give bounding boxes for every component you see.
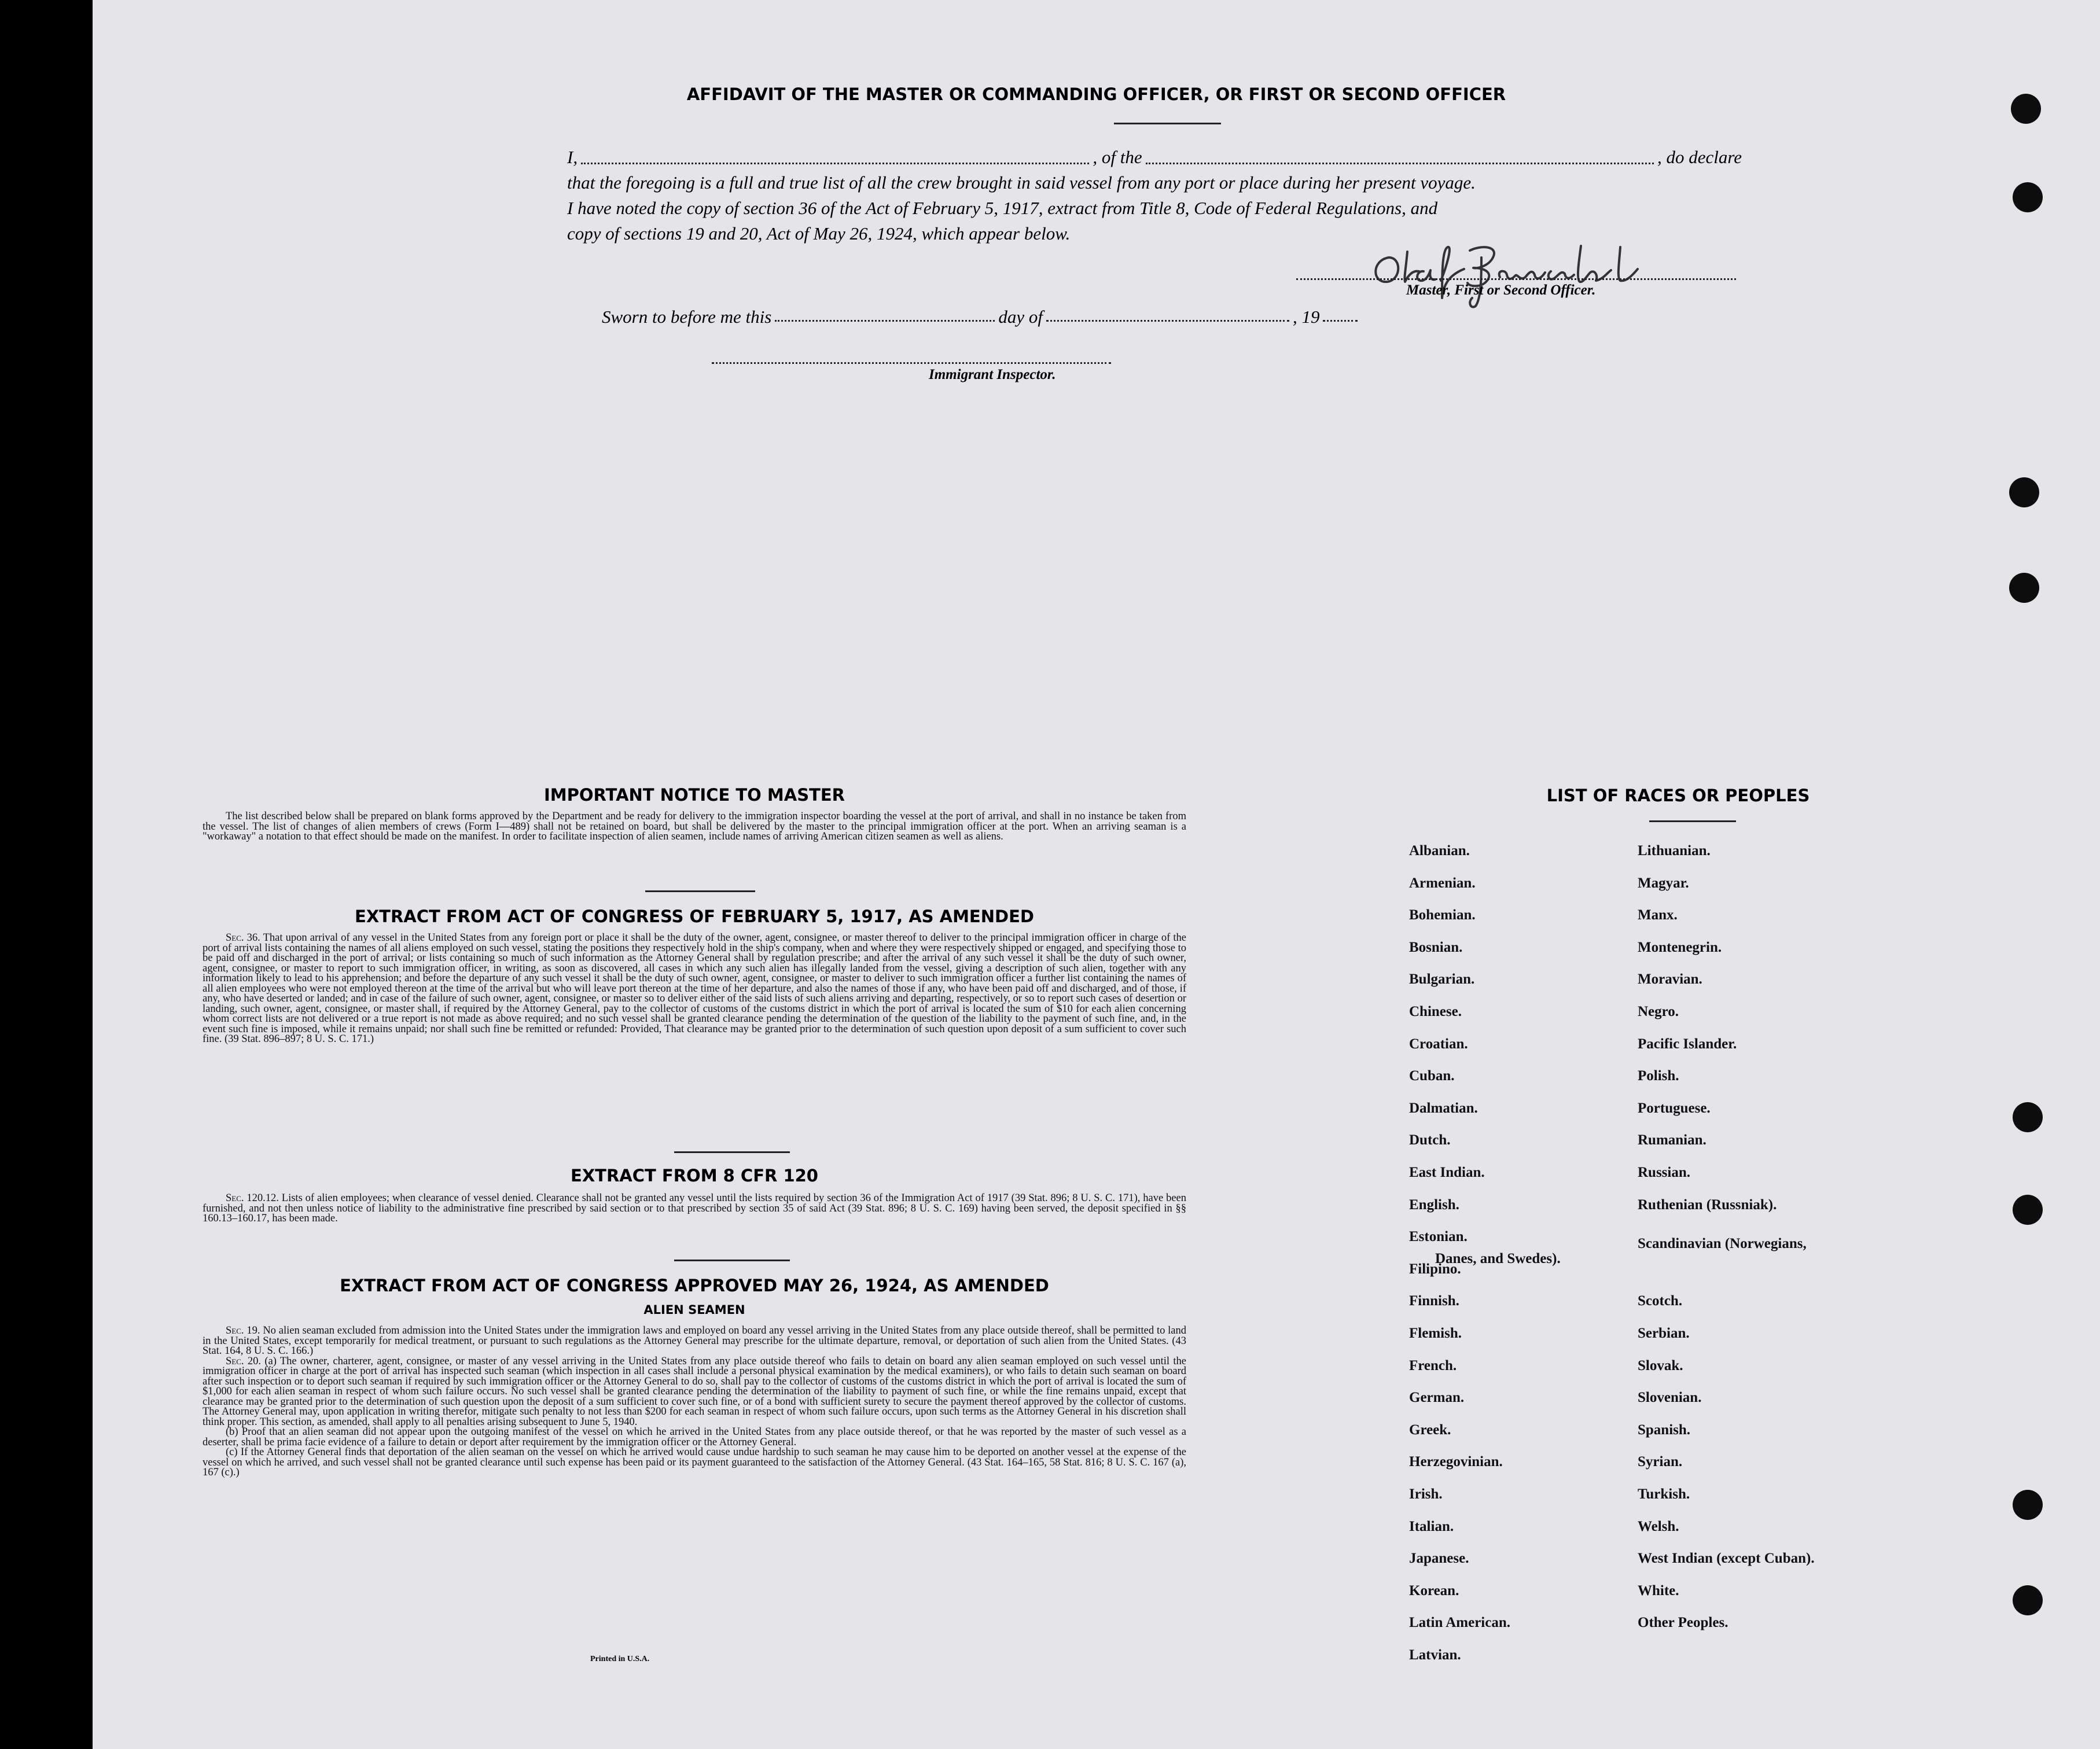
race-item: Italian.: [1409, 1518, 1454, 1534]
races-title: LIST OF RACES OR PEOPLES: [1546, 786, 1810, 805]
sworn-day-field[interactable]: [775, 320, 995, 322]
sec-120-text: Lists of alien employees; when clearance of vessel denied. Clearance shall not be granted any vessel until the lists required by section 36 of the Immigration Act of 1917 (39 Stat. 896; 8 U. S. C. 171), have been furnished, and not then unless notice of liability to the administrative fine prescribed by said section or to that prescribed by section 35 of said Act (39 Stat. 896; 8 U. S. C. 169) having been served, the deposit specified in §§ 160.13–160.17, has been made.: [203, 1192, 1187, 1224]
race-item: English.: [1409, 1196, 1459, 1213]
sec-36-text: That upon arrival of any vessel in the United States from any foreign port or place it shall be the duty of the owner, agent, consignee, or master thereof to deliver to the principal immigration officer in charge of the port of arrival lists containing the names of all aliens employed on such vessel, stating the positions they respectively hold in the ship's company, when and where they were respectively shipped or engaged, and specifying those to be paid off and discharged in the port of arrival; or lists containing so much of such information as the Attorney General shall by regulation prescribe; and after the arrival of any such vessel it shall be the duty of such owner, agent, consignee, or master to report to such immigration officer, in writing, as soon as discovered, all cases in which any such alien has illegally landed from the vessel, giving a description of such alien, together with any information likely to lead to his apprehension; and before the departure of any such vessel it shall be the duty of such owner, agent, consignee, or master to deliver to such immigration officer a further list containing the names of all alien employees who were not employed thereon at the time of the arrival but who will leave port thereon at the time of her departure, and also the names of those if any, who have been paid off and discharged, and of those, if any, who have deserted or landed; and in case of the failure of such owner, agent, consignee, or master so to deliver either of the said lists of such aliens arriving and departing, respectively, or so to report such cases of desertion or landing, such owner, agent, consignee, or master shall, if required by the Attorney General, pay to the collector of customs of the customs district in which the port of arrival is located the sum of $10 for each alien concerning whom correct lists are not delivered or a true report is not made as above required; and no such vessel shall be granted clearance pending the determination of the question of the liability to the payment of such fine, and, in the event such fine is imposed, while it remains unpaid; nor shall such fine be remitted or refunded: Provided, That clearance may be granted prior to the determination of such question upon deposit of a sum sufficient to cover such fine. (39 Stat. 896–897; 8 U. S. C. 171.): [203, 932, 1186, 1045]
declaration-line-2: that the foregoing is a full and true list of all the crew brought in said vessel from any port or place during her present voyage.: [567, 172, 1476, 193]
signature-label: Master, First or Second Officer.: [1406, 282, 1596, 298]
race-item: Latvian.: [1409, 1647, 1461, 1663]
race-item: Estonian.: [1409, 1229, 1468, 1245]
punch-hole: [2013, 182, 2043, 212]
declaration-i: I,: [567, 147, 578, 167]
race-item: Moravian.: [1638, 971, 1702, 988]
declaration-line-3: I have noted the copy of section 36 of the Act of February 5, 1917, extract from Title 8, Code of Federal Regulations, and: [567, 198, 1438, 218]
punch-hole: [2009, 573, 2039, 603]
vessel-field[interactable]: [1146, 163, 1654, 164]
sworn-month-field[interactable]: [1046, 320, 1289, 322]
race-item: Serbian.: [1638, 1325, 1690, 1341]
race-item: Other Peoples.: [1638, 1615, 1728, 1631]
race-item: East Indian.: [1409, 1165, 1485, 1180]
race-item: Polish.: [1638, 1068, 1679, 1084]
notice-body: [203, 812, 1186, 842]
race-item: Flemish.: [1409, 1325, 1462, 1341]
sworn-text: Sworn to before me this: [602, 307, 772, 327]
race-item: White.: [1638, 1582, 1679, 1599]
declaration-line-4: copy of sections 19 and 20, Act of May 26, 1924, which appear below.: [567, 223, 1071, 244]
race-item: Lithuanian.: [1638, 843, 1711, 859]
race-item: Japanese.: [1409, 1551, 1469, 1567]
race-item: West Indian (except Cuban).: [1638, 1551, 1815, 1567]
extract-1924-body: [203, 1326, 1186, 1478]
race-item: Portuguese.: [1638, 1100, 1711, 1116]
section-120-12: [203, 1194, 1186, 1224]
sworn-year-prefix: , 19: [1292, 307, 1320, 327]
divider: [674, 1151, 790, 1153]
section-20b: (b) Proof that an alien seaman did not appear upon the outgoing manifest of the vessel on which he arrived in the United States from any place outside thereof, or that he was reported by the master of such vessel as a deserter, shall be prima facie evidence of a failure to detain or deport after requirement by the immigration officer or the Attorney General.: [203, 1426, 1186, 1448]
race-item: Rumanian.: [1638, 1132, 1707, 1148]
sworn-line: [602, 307, 1361, 327]
cfr-title: EXTRACT FROM 8 CFR 120: [571, 1166, 818, 1185]
section-36: [203, 933, 1186, 1045]
race-item: Scotch.: [1638, 1293, 1683, 1309]
punch-hole: [2013, 1102, 2043, 1132]
inspector-signature-line[interactable]: [712, 362, 1111, 364]
section-20c: (c) If the Attorney General finds that deportation of the alien seaman on the vessel on which he arrived would cause undue hardship to such seaman he may cause him to be deported on another vessel at the expense of the vessel on which he arrived, and such vessel shall not be granted clearance until such expense has been paid or its payment guaranteed to the satisfaction of the Attorney General. (43 Stat. 164–165, 58 Stat. 816; 8 U. S. C. 167 (a), 167 (c).): [203, 1446, 1186, 1478]
divider: [1114, 123, 1221, 124]
declaration-do-declare: , do declare: [1657, 147, 1742, 167]
sworn-year-field[interactable]: [1323, 320, 1358, 322]
section-20a: [203, 1357, 1186, 1428]
extract-1924-subtitle: ALIEN SEAMEN: [643, 1303, 745, 1317]
extract-1917-title: EXTRACT FROM ACT OF CONGRESS OF FEBRUARY 5, 1917, AS AMENDED: [355, 907, 1034, 926]
notice-title: IMPORTANT NOTICE TO MASTER: [543, 785, 845, 805]
punch-hole: [2013, 1490, 2043, 1520]
section-19: [203, 1326, 1186, 1357]
sec-20-label: Sec. 20.: [226, 1355, 261, 1367]
race-item: Negro.: [1638, 1004, 1679, 1019]
divider: [1649, 820, 1736, 822]
race-item: Turkish.: [1638, 1486, 1690, 1502]
race-item: Herzegovinian.: [1409, 1454, 1503, 1470]
race-item: Filipino.: [1409, 1261, 1461, 1277]
cfr-body: [203, 1194, 1186, 1224]
race-item: Chinese.: [1409, 1004, 1462, 1019]
race-item: Syrian.: [1638, 1454, 1683, 1470]
race-item: Dutch.: [1409, 1132, 1451, 1148]
race-item: Russian.: [1638, 1165, 1691, 1180]
extract-1924-title: EXTRACT FROM ACT OF CONGRESS APPROVED MAY 26, 1924, AS AMENDED: [340, 1276, 1049, 1295]
name-field[interactable]: [581, 163, 1089, 164]
race-item: Slovak.: [1638, 1357, 1683, 1374]
race-item: Spanish.: [1638, 1422, 1691, 1438]
inspector-label: Immigrant Inspector.: [929, 367, 1056, 382]
race-item: Armenian.: [1409, 875, 1476, 891]
punch-hole: [2013, 1585, 2043, 1615]
race-item: Magyar.: [1638, 875, 1689, 891]
printed-in-usa: Printed in U.S.A.: [590, 1655, 650, 1663]
race-item: Irish.: [1409, 1486, 1443, 1502]
sec-19-text: No alien seaman excluded from admission into the United States under the immigration laws and employed on board any vessel arriving in the United States from any place outside thereof, shall be permitted to land in the United States, except temporarily for medical treatment, or pursuant to such regulations as the Attorney General may prescribe for the ultimate departure, removal, or deportation of such alien from the United States. (43 Stat. 164, 8 U. S. C. 166.): [203, 1325, 1187, 1357]
race-item: Greek.: [1409, 1422, 1451, 1438]
race-item: Pacific Islander.: [1638, 1036, 1737, 1052]
race-item: French.: [1409, 1357, 1457, 1374]
form-page: [93, 0, 2100, 1749]
race-item: Bohemian.: [1409, 907, 1476, 923]
sworn-day-of: day of: [998, 307, 1043, 327]
race-item: Cuban.: [1409, 1068, 1455, 1084]
race-item: Manx.: [1638, 907, 1678, 923]
race-item: Bulgarian.: [1409, 971, 1475, 988]
divider: [645, 890, 755, 892]
race-item: Welsh.: [1638, 1518, 1679, 1534]
sec-20a-text: (a) The owner, charterer, agent, consignee, or master of any vessel arriving in the United States from any place outside thereof who fails to detain on board any alien seaman employed on such vessel until the immigration officer in charge at the port of arrival has inspected such seaman (which inspection in all cases shall include a personal physical examination by the medical examiners), or who fails to detain such seaman on board after such inspection or to deport such seaman if required by such immigration officer or the Attorney General to do so, shall pay to the collector of customs of the customs district in which the port of arrival is located the sum of $1,000 for each alien seaman in respect of whom such failure occurs. No such vessel shall be granted clearance pending the determination of the liability to payment of such fine, or while the fine remains unpaid, except that clearance may be granted prior to the determination of such question upon the deposit of a sum sufficient to cover such fine, or of a bond with sufficient surety to secure the payment thereof approved by the collector of customs. The Attorney General may, upon application in writing therefor, mitigate such penalty to not less than $200 for each seaman in respect of whom such failure occurs, upon such terms as the Attorney General in his discretion shall think proper. This section, as amended, shall apply to all penalties arising subsequent to June 5, 1940.: [203, 1355, 1187, 1428]
race-item: Latin American.: [1409, 1615, 1510, 1631]
race-item: Dalmatian.: [1409, 1100, 1478, 1116]
race-item: Montenegrin.: [1638, 939, 1722, 955]
race-item: Korean.: [1409, 1582, 1459, 1599]
extract-1917-body: [203, 933, 1186, 1045]
punch-hole: [2013, 1195, 2043, 1225]
race-item: Bosnian.: [1409, 939, 1463, 955]
signature-line[interactable]: [1296, 278, 1736, 280]
race-item: Slovenian.: [1638, 1390, 1702, 1406]
race-item: Ruthenian (Russniak).: [1638, 1196, 1777, 1213]
notice-text: The list described below shall be prepared on blank forms approved by the Department and be ready for delivery to the immigration inspector boarding the vessel at the port of arrival, and shall in no instance be taken from the vessel. The list of changes of alien members of crews (Form I—489) shall not be retained on board, but shall be delivered by the master to the principal immigration officer at the port. When an arriving seaman is a "workaway" a notation to that effect should be made on the manifest. In order to facilitate inspection of alien seamen, include names of arriving American citizen seamen as well as aliens.: [203, 811, 1186, 842]
affidavit-title: AFFIDAVIT OF THE MASTER OR COMMANDING OFFICER, OR FIRST OR SECOND OFFICER: [686, 84, 1506, 104]
race-item: Albanian.: [1409, 843, 1470, 859]
race-item: Scandinavian (Norwegians,: [1638, 1236, 1807, 1252]
race-item: Finnish.: [1409, 1293, 1459, 1309]
punch-hole: [2009, 477, 2039, 507]
divider: [674, 1260, 790, 1261]
declaration-of-the: , of the: [1093, 147, 1142, 167]
affidavit-declaration: [567, 145, 1742, 246]
sec-36-label: Sec. 36.: [226, 932, 260, 944]
race-item: Croatian.: [1409, 1036, 1468, 1052]
race-item: German.: [1409, 1390, 1465, 1406]
race-item: Danes, and Swedes).: [1435, 1251, 1561, 1267]
sec-19-label: Sec. 19.: [226, 1325, 260, 1336]
sec-120-label: Sec. 120.12.: [226, 1192, 279, 1204]
